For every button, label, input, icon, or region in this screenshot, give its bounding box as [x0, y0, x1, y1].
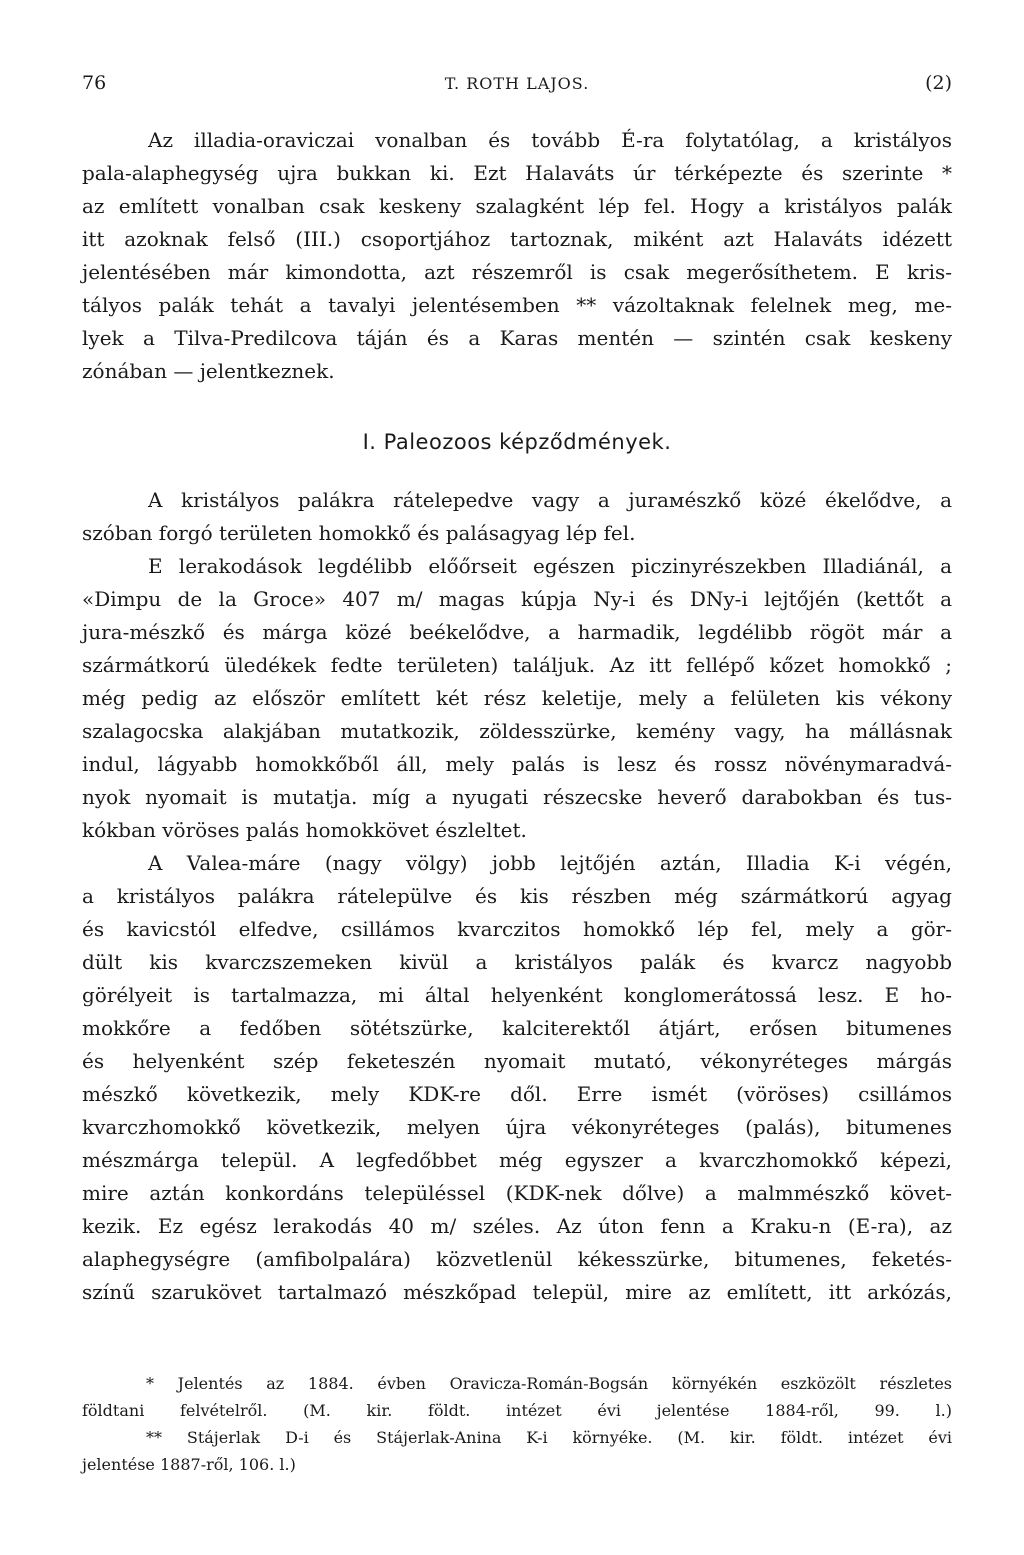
text-line: E lerakodások legdélibb előőrseit egészen piczinyrészekben Illadiánál, a: [148, 554, 952, 578]
text-line: tályos palák tehát a tavalyi jelentésemben ** vázoltaknak felelnek meg, me-: [82, 293, 952, 317]
text-line: szalagocska alakjában mutatkozik, zöldesszürke, kemény vagy, ha mállásnak: [82, 719, 952, 743]
part-number: (2): [925, 72, 952, 94]
text-line: Az illadia-oraviczai vonalban és tovább É-ra folytatólag, a kristályos: [148, 128, 952, 152]
text-line: mészkő következik, mely KDK-re dől. Erre ismét (vöröses) csillámos: [82, 1082, 952, 1106]
footnote-line: ** Stájerlak D-i és Stájerlak-Anina K-i környéke. (M. kir. földt. intézet évi: [146, 1428, 952, 1447]
footnote-line: jelentése 1887-ről, 106. l.): [82, 1455, 296, 1474]
text-line: zónában — jelentkeznek.: [82, 359, 335, 383]
text-line: mokkőre a fedőben sötétszürke, kalciterektől átjárt, erősen bitumenes: [82, 1016, 952, 1040]
text-line: alaphegységre (amfibolpalára) közvetlenül kékesszürke, bitumenes, feketés-: [82, 1247, 952, 1271]
running-title: T. ROTH LAJOS.: [444, 74, 590, 93]
text-line: lyek a Tilva-Predilcova táján és a Karas mentén — szintén csak keskeny: [82, 326, 952, 350]
text-line: kókban vöröses palás homokkövet észleltet.: [82, 818, 527, 842]
section-title: I. Paleozoos képződmények.: [362, 430, 672, 454]
text-line: jelentésében már kimondotta, azt részemről is csak megerősíthetem. E kris-: [82, 260, 952, 284]
text-line: A Valea-máre (nagy völgy) jobb lejtőjén aztán, Illadia K-i végén,: [148, 851, 952, 875]
text-line: A kristályos palákra rátelepedve vagy a jurамészkő közé ékelődve, a: [148, 488, 952, 512]
text-line: a kristályos palákra rátelepülve és kis részben még szármátkorú agyag: [82, 884, 952, 908]
text-line: még pedig az először említett két rész keletije, mely a felületen kis vékony: [82, 686, 952, 710]
text-line: «Dimpu de la Groce» 407 m/ magas kúpja Ny-i és DNy-i lejtőjén (kettőt a: [82, 587, 952, 611]
text-line: szármátkorú üledékek fedte területen) találjuk. Az itt fellépő kőzet homokkő ;: [82, 653, 952, 677]
footnote-line: * Jelentés az 1884. évben Oravicza-Román-Bogsán környékén eszközölt részletes: [146, 1374, 952, 1393]
text-line: itt azoknak felső (III.) csoportjához tartoznak, miként azt Halaváts idézett: [82, 227, 952, 251]
text-line: és helyenként szép feketeszén nyomait mutató, vékonyréteges márgás: [82, 1049, 952, 1073]
text-line: jura-mészkő és márga közé beékelődve, a harmadik, legdélibb rögöt már a: [82, 620, 952, 644]
footnote-line: földtani felvételről. (M. kir. földt. intézet évi jelentése 1884-ről, 99. l.): [82, 1401, 952, 1420]
text-line: görélyeit is tartalmazza, mi által helyenként konglomerátossá lesz. E ho-: [82, 983, 952, 1007]
page-number: 76: [82, 72, 107, 94]
text-line: dült kis kvarczszemeken kivül a kristályos palák és kvarcz nagyobb: [82, 950, 952, 974]
text-line: és kavicstól elfedve, csillámos kvarczitos homokkő lép fel, mely a gör-: [82, 917, 952, 941]
text-line: nyok nyomait is mutatja. míg a nyugati részecske heverő darabokban és tus-: [82, 785, 952, 809]
text-line: mészmárga települ. A legfedőbbet még egyszer a kvarczhomokkő képezi,: [82, 1148, 952, 1172]
text-line: indul, lágyabb homokkőből áll, mely palás is lesz és rossz növénymaradvá-: [82, 752, 952, 776]
text-line: kvarczhomokkő következik, melyen újra vékonyréteges (palás), bitumenes: [82, 1115, 952, 1139]
text-line: kezik. Ez egész lerakodás 40 m/ széles. Az úton fenn a Kraku-n (E-ra), az: [82, 1214, 952, 1238]
text-line: az említett vonalban csak keskeny szalagként lép fel. Hogy a kristályos palák: [82, 194, 952, 218]
running-header: [82, 72, 952, 102]
text-line: színű szarukövet tartalmazó mészkőpad települ, mire az említett, itt arkózás,: [82, 1280, 952, 1304]
text-line: mire aztán konkordáns településsel (KDK-nek dőlve) a malmmészkő követ-: [82, 1181, 952, 1205]
text-line: szóban forgó területen homokkő és palásagyag lép fel.: [82, 521, 636, 545]
text-line: pala-alaphegység ujra bukkan ki. Ezt Halaváts úr térképezte és szerinte *: [82, 161, 952, 185]
